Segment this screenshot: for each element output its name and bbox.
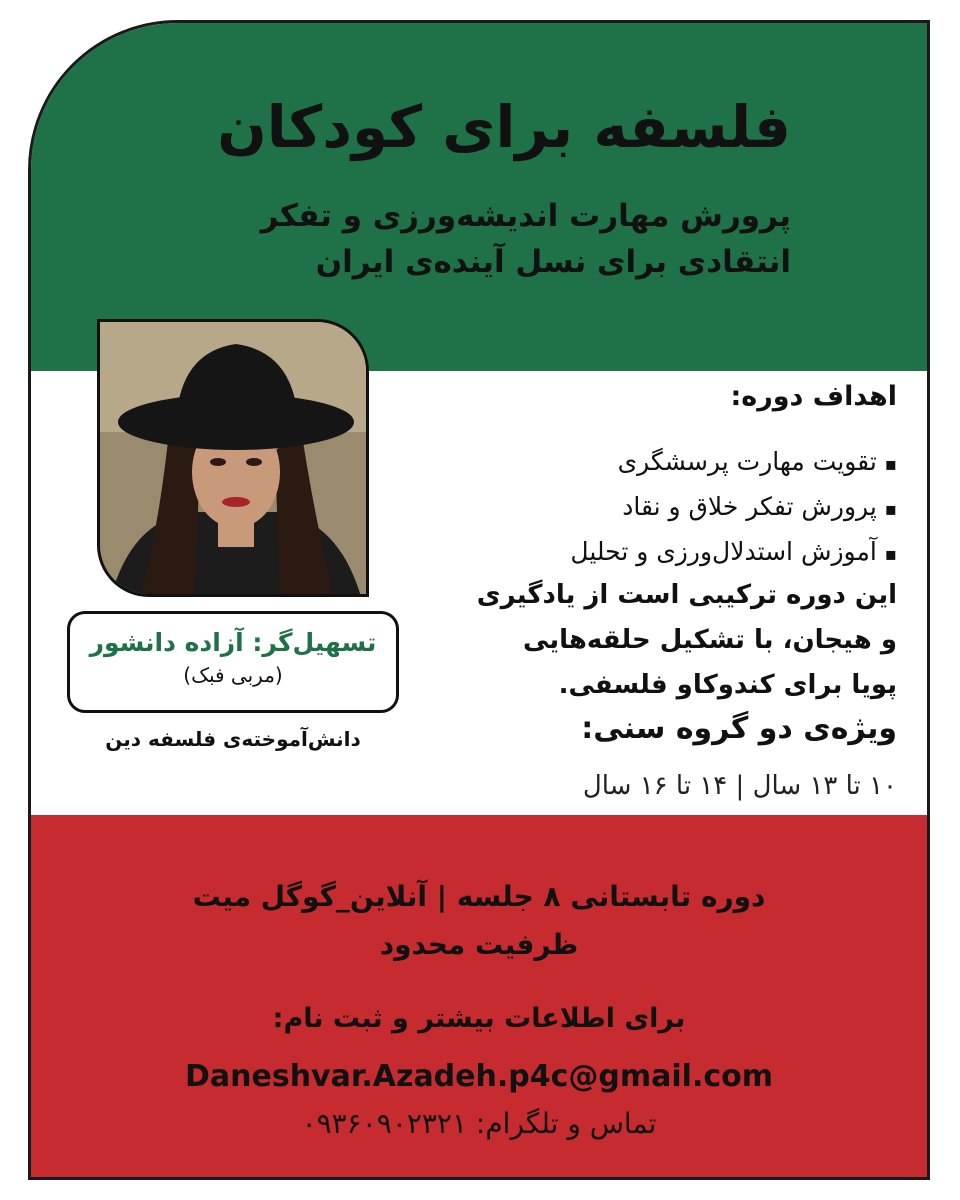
facilitator-name: تسهیل‌گر: آزاده دانشور [89, 628, 377, 657]
contact-email[interactable]: Daneshvar.Azadeh.p4c@gmail.com [184, 1059, 773, 1094]
poster [28, 20, 930, 1180]
course-schedule: دوره تابستانی ۸ جلسه | آنلاین_گوگل میت [192, 880, 766, 913]
course-capacity: ظرفیت محدود [379, 928, 579, 961]
facilitator-card [67, 611, 399, 713]
course-info [31, 873, 927, 969]
poster-title: فلسفه برای کودکان [217, 93, 791, 161]
goals-list [467, 441, 897, 576]
goal-item: ▪ پرورش تفکر خلاق و نقاد [467, 486, 897, 531]
description-line: این دوره ترکیبی است از یادگیری [476, 580, 897, 610]
description-line: و هیجان، با تشکیل حلقه‌هایی [523, 625, 897, 655]
contact-phone[interactable]: تماس و تلگرام: ۰۹۳۶۰۹۰۲۳۲۱ [301, 1107, 657, 1140]
facilitator-photo [97, 319, 369, 597]
woman-in-hat-portrait [100, 322, 369, 597]
subtitle-line: انتقادی برای نسل آینده‌ی ایران [315, 244, 791, 280]
subtitle-line: پرورش مهارت اندیشه‌ورزی و تفکر [260, 198, 791, 234]
age-groups-range: ۱۰ تا ۱۳ سال | ۱۴ تا ۱۶ سال [582, 771, 897, 801]
description-line: پویا برای کندوکاو فلسفی. [558, 670, 897, 700]
facilitator-education: دانش‌آموخته‌ی فلسفه دین [105, 727, 361, 751]
goals-title: اهداف دوره: [730, 381, 897, 412]
course-description [467, 573, 897, 708]
facilitator-role: (مربی فبک) [183, 663, 283, 687]
registration-heading: برای اطلاعات بیشتر و ثبت نام: [272, 1003, 686, 1034]
goal-item: ▪ آموزش استدلال‌ورزی و تحلیل [467, 531, 897, 576]
poster-subtitle [191, 193, 791, 285]
age-groups-title: ویژه‌ی دو گروه سنی: [581, 711, 897, 746]
goal-item: ▪ تقویت مهارت پرسشگری [467, 441, 897, 486]
